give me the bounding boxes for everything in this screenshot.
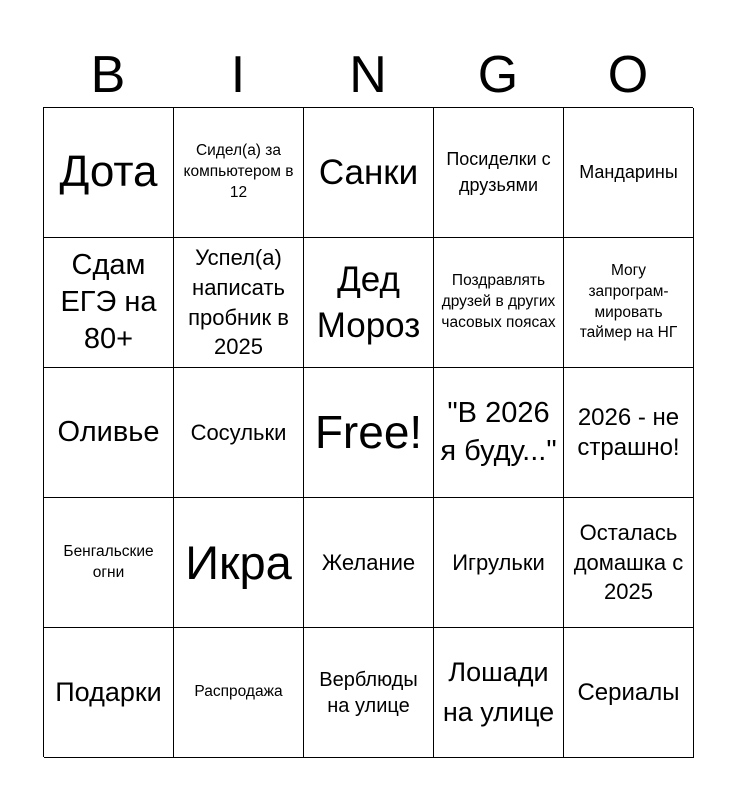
- header-letter-g: G: [477, 46, 519, 104]
- bingo-cell[interactable]: [44, 628, 174, 758]
- free-space-cell[interactable]: [304, 368, 434, 498]
- cell-text: Желание: [321, 549, 416, 575]
- cell-text: Санки: [318, 152, 419, 192]
- cell-text: Оливье: [57, 415, 160, 448]
- bingo-cell[interactable]: [304, 498, 434, 628]
- bingo-cell[interactable]: [434, 108, 564, 238]
- cell-text: Бенгальские огни: [63, 542, 154, 581]
- cell-text: Могу запрограм-мировать таймер на НГ: [579, 261, 678, 342]
- cell-text: Лошади на улице: [442, 657, 555, 727]
- bingo-cell[interactable]: [434, 368, 564, 498]
- bingo-header: [43, 44, 693, 106]
- bingo-cell[interactable]: [434, 628, 564, 758]
- bingo-cell[interactable]: [434, 238, 564, 368]
- bingo-cell[interactable]: [44, 108, 174, 238]
- cell-text: Дота: [59, 147, 158, 197]
- cell-text: Сериалы: [577, 678, 680, 706]
- bingo-cell[interactable]: [304, 628, 434, 758]
- cell-text: Сосульки: [190, 419, 287, 445]
- bingo-cell[interactable]: [564, 628, 694, 758]
- cell-text: Успел(а) написать пробник в 2025: [188, 245, 289, 360]
- bingo-cell[interactable]: [434, 498, 564, 628]
- bingo-cell[interactable]: [44, 238, 174, 368]
- bingo-cell[interactable]: [174, 238, 304, 368]
- header-letter-o: O: [607, 46, 649, 104]
- bingo-cell[interactable]: [44, 498, 174, 628]
- bingo-cell[interactable]: [44, 368, 174, 498]
- header-letter-i: I: [230, 46, 246, 104]
- bingo-cell[interactable]: [304, 108, 434, 238]
- cell-text: Посиделки с друзьями: [446, 149, 551, 195]
- bingo-cell[interactable]: [174, 628, 304, 758]
- cell-text: Подарки: [55, 676, 162, 707]
- bingo-cell[interactable]: [174, 498, 304, 628]
- bingo-cell[interactable]: [564, 368, 694, 498]
- cell-text: Поздравлять друзей в других часовых поясах: [441, 272, 556, 331]
- cell-text: Икра: [185, 535, 292, 589]
- cell-text: Верблюды на улице: [319, 668, 418, 717]
- cell-text: Осталась домашка с 2025: [573, 519, 684, 605]
- bingo-cell[interactable]: [174, 368, 304, 498]
- cell-text: Мандарины: [579, 161, 678, 182]
- cell-text: Распродажа: [194, 683, 283, 701]
- bingo-cell[interactable]: [564, 108, 694, 238]
- cell-text: 2026 - не страшно!: [577, 403, 680, 461]
- cell-text: "В 2026 я буду...": [440, 397, 557, 467]
- bingo-cell[interactable]: [564, 498, 694, 628]
- cell-text: Дед Мороз: [316, 260, 421, 345]
- cell-text: Сидел(а) за компьютером в 12: [183, 142, 294, 201]
- bingo-cell[interactable]: [564, 238, 694, 368]
- cell-text: Сдам ЕГЭ на 80+: [60, 248, 157, 356]
- header-letter-n: N: [349, 46, 387, 104]
- cell-text: Игрульки: [452, 549, 545, 575]
- header-letter-b: B: [90, 46, 126, 104]
- bingo-cell[interactable]: [304, 238, 434, 368]
- free-space-label: Free!: [314, 406, 423, 459]
- bingo-card: [43, 107, 693, 757]
- bingo-cell[interactable]: [174, 108, 304, 238]
